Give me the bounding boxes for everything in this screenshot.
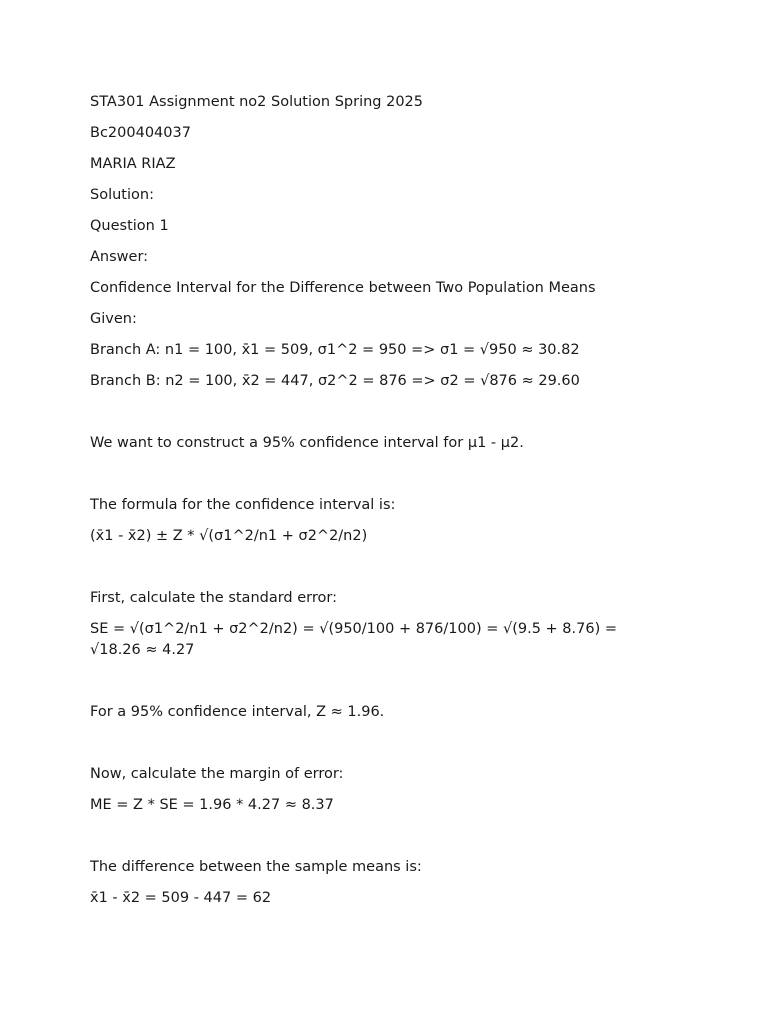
answer-label: Answer: <box>90 249 149 265</box>
topic-title: Confidence Interval for the Difference between Two Population Means <box>90 280 596 296</box>
question-label: Question 1 <box>90 218 169 234</box>
standard-error-calculation: SE = √(σ1^2/n1 + σ2^2/n2) = √(950/100 + 876/100) = √(9.5 + 8.76) = √18.26 ≈ 4.27 <box>90 621 622 658</box>
given-branch-b: Branch B: n2 = 100, x̄2 = 447, σ2^2 = 876 => σ2 = √876 ≈ 29.60 <box>90 373 580 389</box>
blank-line <box>90 402 650 423</box>
goal-statement: We want to construct a 95% confidence interval for μ1 - μ2. <box>90 435 524 451</box>
formula-intro: The formula for the confidence interval is: <box>90 497 396 513</box>
formula: (x̄1 - x̄2) ± Z * √(σ1^2/n1 + σ2^2/n2) <box>90 528 368 544</box>
document-page <box>90 92 650 919</box>
blank-line <box>90 557 650 578</box>
student-id: Bc200404037 <box>90 125 191 141</box>
solution-label: Solution: <box>90 187 154 203</box>
course-title: STA301 Assignment no2 Solution Spring 2025 <box>90 94 423 110</box>
blank-line <box>90 671 650 692</box>
blank-line <box>90 733 650 754</box>
given-label: Given: <box>90 311 137 327</box>
standard-error-intro: First, calculate the standard error: <box>90 590 337 606</box>
margin-of-error-calculation: ME = Z * SE = 1.96 * 4.27 ≈ 8.37 <box>90 797 334 813</box>
student-name: MARIA RIAZ <box>90 156 176 172</box>
margin-of-error-intro: Now, calculate the margin of error: <box>90 766 344 782</box>
blank-line <box>90 464 650 485</box>
given-branch-a: Branch A: n1 = 100, x̄1 = 509, σ1^2 = 950 => σ1 = √950 ≈ 30.82 <box>90 342 580 358</box>
mean-difference-calculation: x̄1 - x̄2 = 509 - 447 = 62 <box>90 890 272 906</box>
mean-difference-intro: The difference between the sample means is: <box>90 859 422 875</box>
z-value-statement: For a 95% confidence interval, Z ≈ 1.96. <box>90 704 385 720</box>
blank-line <box>90 826 650 847</box>
